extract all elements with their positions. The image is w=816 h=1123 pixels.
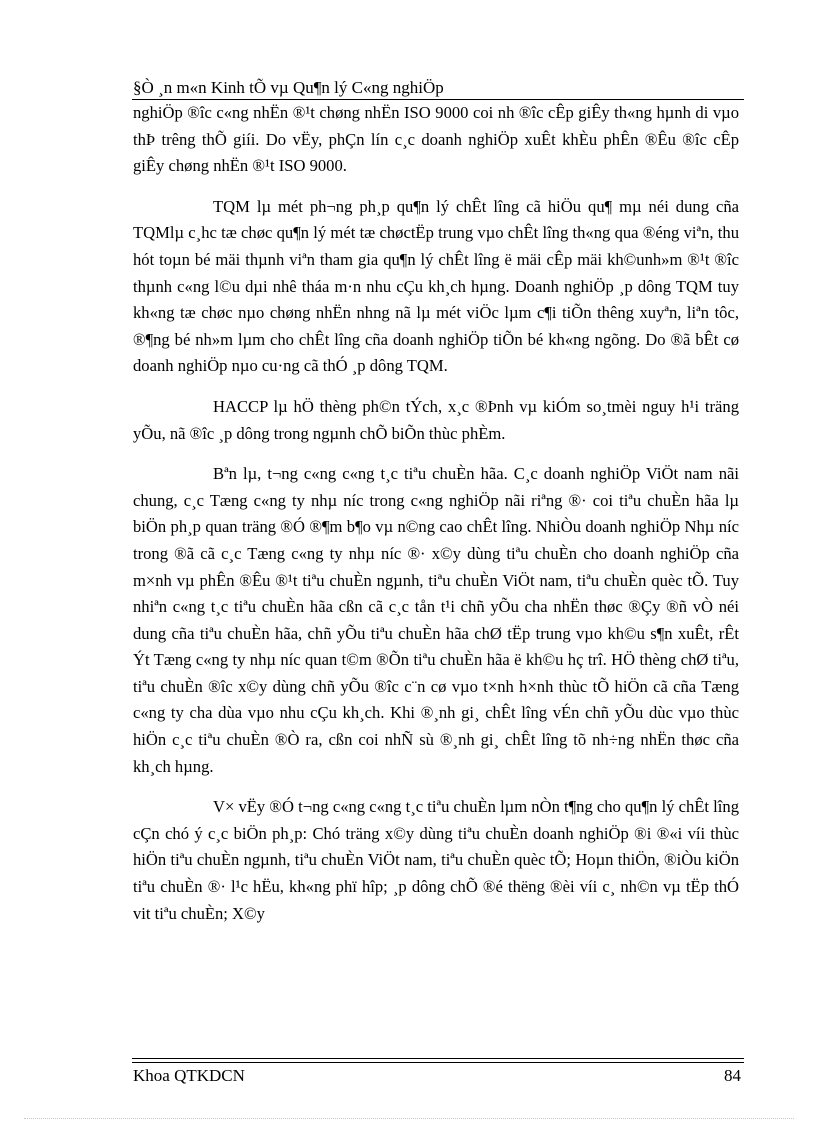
paragraph-measures: V× vËy ®Ó t¬ng c«ng c«ng t¸c tiªu chuÈn lµm nÒn t¶ng cho qu¶n lý chÊt lîng cÇn chó ý c¸c biÖn ph¸p: Chó träng x©y dùng tiªu chuÈn doanh nghiÖp ®i ®«i víi thùc hiÖn tiªu chuÈn ngµnh, tiªu chuÈn ViÖt nam, tiªu chuÈn quèc tÕ; Hoµn thiÖn, ®iÒu kiÖn tiªu chuÈn ®· l¹c hËu, kh«ng phï hîp; ¸p dông chÕ ®é thëng ®èi víi c¸ nh©n vµ tËp thÓ vit tiªu chuÈn; X©y xyxy=(133,797,739,923)
page-edge-divider xyxy=(24,1118,794,1119)
page-footer xyxy=(133,1066,741,1086)
paragraph-tqm: TQM lµ mét ph¬ng ph¸p qu¶n lý chÊt lîng cã hiÖu qu¶ mµ néi dung cña TQMlµ c¸hc tæ chøc qu¶n lý mét tæ chøctËp trung vµo chÊt lîng th«ng qua ®éng viªn, thu hót toµn bé mäi thµnh viªn tham gia qu¶n lý chÊt lîng ë mäi cÊp mäi kh©unh»m ®¹t ®îc thµnh c«ng l©u dµi nhê tháa m·n nhu cÇu kh¸ch hµng. Doanh nghiÖp ¸p dông TQM tuy kh«ng tæ chøc nµo chøng nhËn nhng nã lµ mét viÖc lµm c¶i tiÕn thêng xuyªn, liªn tôc, ®¶ng bé nh»m lµm cho chÊt lîng cña doanh nghiÖp tiÕn bé kh«ng ngõng. Do ®ã bÊt cø doanh nghiÖp nµo cu·ng cã thÓ ¸p dông TQM. xyxy=(133,196,739,376)
footer-rule-top xyxy=(132,1058,744,1059)
paragraph-standardization: Bªn lµ, t¬ng c«ng c«ng t¸c tiªu chuÈn hãa. C¸c doanh nghiÖp ViÖt nam nãi chung, c¸c Tæng c«ng ty nhµ níc trong c«ng nghiÖp nãi riªng ®· coi tiªu chuÈn hãa lµ biÖn ph¸p quan träng ®Ó ®¶m b¶o vµ n©ng cao chÊt lîng. NhiÒu doanh nghiÖp Nhµ níc trong ®ã cã c¸c Tæng c«ng ty nhµ níc ®· x©y dùng tiªu chuÈn cho doanh nghiÖp cña m×nh vµ phÊn ®Êu ®¹t tiªu chuÈn ngµnh, tiªu chuÈn ViÖt nam, tiªu chuÈn quèc tÕ. Tuy nhiªn c«ng t¸c tiªu chuÈn hãa cßn cã c¸c tån t¹i chñ yÕu cha nhËn thøc ®Çy ®ñ vÒ néi dung cña tiªu chuÈn hãa, chñ yÕu tiªu chuÈn hãa chØ tËp trung vµo kh©u s¶n xuÊt, rÊt Ýt Tæng c«ng ty nhµ níc quan t©m ®Õn tiªu chuÈn hãa ë kh©u hç trî. HÖ thèng chØ tiªu, tiªu chuÈn ®îc x©y dùng chñ yÕu ®îc c¨n cø vµo t×nh h×nh thùc tÕ hiÖn cã cña Tæng c«ng ty cha dùa vµo nhu cÇu kh¸ch. Khi ®¸nh gi¸ chÊt lîng vÉn chñ yÕu dùc vµo thùc hiÖn c¸c tiªu chuÈn ®Ò ra, cßn coi nhÑ sù ®¸nh gi¸ chÊt lîng tõ nh÷ng nhËn thøc cña kh¸ch hµng. xyxy=(133,464,739,776)
running-header: §Ò ¸n m«n Kinh tÕ vµ Qu¶n lý C«ng nghiÖp xyxy=(133,78,444,97)
paragraph-iso: nghiÖp ®îc c«ng nhËn ®¹t chøng nhËn ISO 9000 coi nh ®îc cÊp giÊy th«ng hµnh di vµo thÞ trêng thÕ giíi. Do vËy, phÇn lín c¸c doanh nghiÖp xuÊt khÈu phÊn ®Êu ®îc cÊp giÊy chøng nhËn ®¹t ISO 9000. xyxy=(133,103,739,176)
page-number: 84 xyxy=(724,1066,741,1085)
footer-rule-bottom xyxy=(132,1062,744,1063)
paragraph-haccp: HACCP lµ hÖ thèng ph©n tÝch, x¸c ®Þnh vµ kiÓm so¸tmèi nguy h¹i träng yÕu, nã ®îc ¸p dông trong ngµnh chÕ biÕn thùc phÈm. xyxy=(133,396,739,443)
footer-faculty: Khoa QTKDCN xyxy=(133,1066,245,1085)
body-text xyxy=(133,100,739,941)
